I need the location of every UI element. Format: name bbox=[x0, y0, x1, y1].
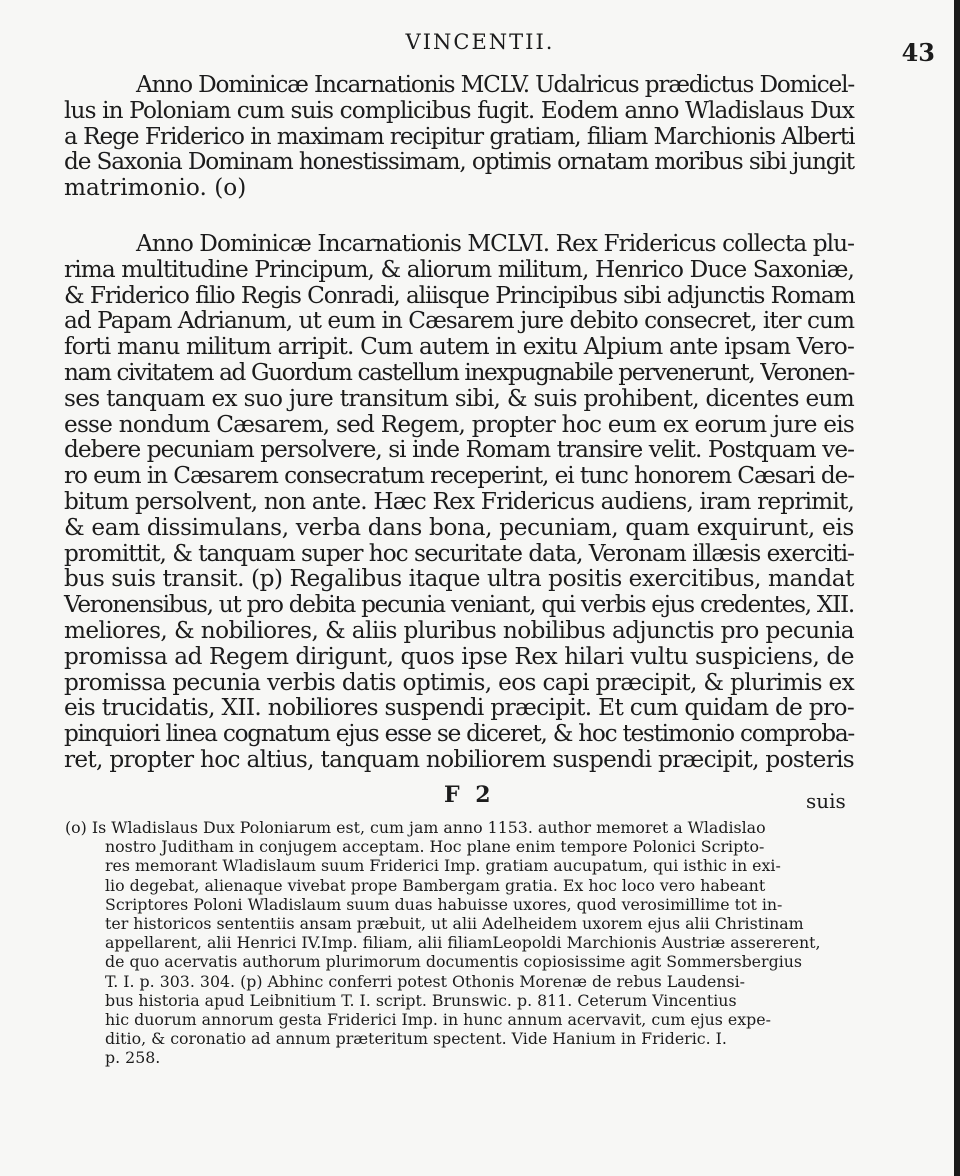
footnote-line: appellarent, alii Henrici IV.Imp. filiam, alii filiamLeopoldi Marchionis Austriæ assererent, bbox=[105, 933, 821, 953]
text-line: Anno Dominicæ Incarnationis MCLVI. Rex Fridericus collecta plu- bbox=[136, 230, 854, 257]
text-line: eis trucidatis, XII. nobiliores suspendi præcipit. Et cum quidam de pro- bbox=[64, 694, 854, 722]
text-line: pinquiori linea cognatum ejus esse se diceret, & hoc testimonio comproba- bbox=[64, 720, 854, 748]
text-line: lus in Poloniam cum suis complicibus fugit. Eodem anno Wladislaus Dux bbox=[64, 96, 854, 124]
footnote-line: Scriptores Poloni Wladislaum suum duas habuisse uxores, quod verosimillime tot in- bbox=[105, 894, 783, 914]
footnote-line: p. 258. bbox=[105, 1048, 161, 1068]
text-line: de Saxonia Dominam honestissimam, optimis ornatam moribus sibi jungit bbox=[64, 148, 854, 176]
footnote-line: (o) Is Wladislaus Dux Poloniarum est, cum jam anno 1153. author memoret a Wladislao bbox=[65, 818, 766, 837]
paragraph-2 bbox=[64, 231, 854, 773]
text-line: ret, propter hoc altius, tanquam nobiliorem suspendi præcipit, posteris bbox=[64, 745, 854, 773]
footnote-line: de quo acervatis authorum plurimorum documentis copiosissime agit Sommersbergius bbox=[105, 952, 803, 972]
text-line: nam civitatem ad Guordum castellum inexpugnabile pervenerunt, Veronen- bbox=[64, 358, 854, 386]
text-line: debere pecuniam persolvere, si inde Romam transire velit. Postquam ve- bbox=[64, 436, 854, 464]
text-line: rima multitudine Principum, & aliorum militum, Henrico Duce Saxoniæ, bbox=[64, 255, 854, 283]
catchword: suis bbox=[806, 789, 846, 813]
footnotes bbox=[65, 818, 855, 1068]
page-number: 43 bbox=[901, 38, 935, 67]
running-title: VINCENTII. bbox=[405, 30, 555, 54]
footnote-line: ter historicos sententiis ansam præbuit, ut alii Adelheidem uxorem ejus alii Christinam bbox=[105, 914, 804, 934]
text-line: ro eum in Cæsarem consecratum receperint, ei tunc honorem Cæsari de- bbox=[64, 462, 854, 490]
text-line: & eam dissimulans, verba dans bona, pecuniam, quam exquirunt, eis bbox=[64, 513, 854, 541]
text-line: ad Papam Adrianum, ut eum in Cæsarem jure debito consecret, iter cum bbox=[64, 307, 854, 335]
text-line: meliores, & nobiliores, & aliis pluribus nobilibus adjunctis pro pecunia bbox=[64, 616, 854, 644]
text-line: promissa pecunia verbis datis optimis, eos capi præcipit, & plurimis ex bbox=[64, 668, 854, 696]
text-line: a Rege Friderico in maximam recipitur gratiam, filiam Marchionis Alberti bbox=[64, 122, 855, 150]
paragraph-1 bbox=[64, 72, 854, 201]
text-line: forti manu militum arripit. Cum autem in exitu Alpium ante ipsam Vero- bbox=[64, 333, 854, 361]
footnote-line: lio degebat, alienaque vivebat prope Bambergam gratia. Ex hoc loco vero habeant bbox=[105, 875, 766, 895]
footnote-line: nostro Juditham in conjugem acceptam. Hoc plane enim tempore Polonici Scripto- bbox=[105, 837, 765, 857]
footnote-line: res memorant Wladislaum suum Friderici Imp. gratiam aucupatum, qui isthic in exi- bbox=[105, 856, 781, 876]
footnote-line: hic duorum annorum gesta Friderici Imp. in hunc annum acervavit, cum ejus expe- bbox=[105, 1010, 771, 1030]
text-line: Veronensibus, ut pro debita pecunia veniant, qui verbis ejus credentes, XII. bbox=[64, 591, 854, 619]
text-line: esse nondum Cæsarem, sed Regem, propter hoc eum ex eorum jure eis bbox=[64, 410, 854, 438]
text-line: ses tanquam ex suo jure transitum sibi, & suis prohibent, dicentes eum bbox=[64, 384, 854, 412]
text-line: Anno Dominicæ Incarnationis MCLV. Udalricus prædictus Domicel- bbox=[136, 71, 854, 98]
text-line: bitum persolvent, non ante. Hæc Rex Fridericus audiens, iram reprimit, bbox=[64, 487, 854, 515]
text-line: promissa ad Regem dirigunt, quos ipse Rex hilari vultu suspiciens, de bbox=[64, 642, 854, 670]
footnote-line: T. I. p. 303. 304. (p) Abhinc conferri potest Othonis Morenæ de rebus Laudensi- bbox=[105, 971, 746, 991]
text-line: bus suis transit. (p) Regalibus itaque ultra positis exercitibus, mandat bbox=[64, 565, 854, 593]
text-line: matrimonio. (o) bbox=[64, 174, 247, 202]
text-line: promittit, & tanquam super hoc securitate data, Veronam illæsis exerciti- bbox=[64, 539, 854, 567]
page-edge-shadow bbox=[954, 0, 960, 1176]
footnote-line: bus historia apud Leibnitium T. I. script. Brunswic. p. 811. Ceterum Vincentius bbox=[105, 990, 737, 1010]
signature-mark: F 2 bbox=[444, 782, 495, 808]
text-line: & Friderico filio Regis Conradi, aliisque Principibus sibi adjunctis Romam bbox=[64, 281, 855, 309]
footnote-line: ditio, & coronatio ad annum præteritum spectent. Vide Hanium in Frideric. I. bbox=[105, 1029, 727, 1049]
